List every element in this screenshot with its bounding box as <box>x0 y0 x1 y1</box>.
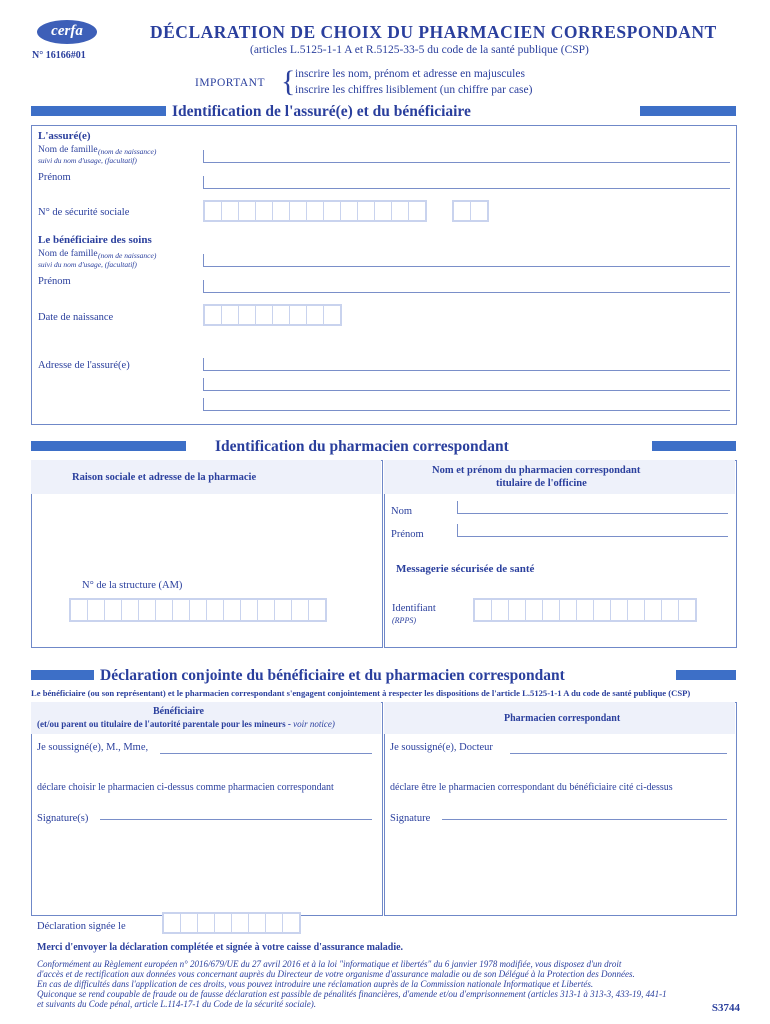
pharm-prenom-field[interactable] <box>457 524 728 537</box>
section-bar-left <box>31 106 166 116</box>
section2-bar-left <box>31 441 186 451</box>
right-heading: Pharmacien correspondant <box>504 713 621 724</box>
pharm-heading-1: Nom et prénom du pharmacien correspondant <box>432 465 641 476</box>
assure-nom-sub1: (nom de naissance) <box>98 147 157 156</box>
benef-prenom-field[interactable] <box>203 280 730 293</box>
legal-notice <box>37 959 737 1009</box>
section3-bar-right <box>676 670 736 680</box>
right-signature-field[interactable] <box>442 807 727 820</box>
right-soussigne: Je soussigné(e), Docteur <box>390 742 493 753</box>
important-line-2: inscrire les chiffres lisiblement (un chiffre par case) <box>295 84 533 96</box>
pharm-nom-field[interactable] <box>457 501 728 514</box>
signed-label: Déclaration signée le <box>37 921 126 932</box>
cerfa-logo: cerfa <box>37 20 97 44</box>
identifiant-sub: (RPPS) <box>392 616 416 625</box>
benef-nom-sub2: suivi du nom d'usage, (facultatif) <box>38 260 137 269</box>
beneficiary-sign-header <box>31 702 381 734</box>
dob-label: Date de naissance <box>38 312 114 323</box>
section-bar-right <box>640 106 736 116</box>
secu-key-boxes[interactable] <box>452 200 489 222</box>
send-note: Merci d'envoyer la déclaration complétée et signée à votre caisse d'assurance maladie. <box>37 942 404 953</box>
address-line-1[interactable] <box>203 358 730 371</box>
assure-nom-label: Nom de famille <box>38 145 98 155</box>
left-heading-note: voir notice) <box>293 719 335 729</box>
legal-line-1: Conformément au Règlement européen n° 2016/679/UE du 27 avril 2016 et à la loi "informatique et libertés" du 6 janvier 1978 modifiée, vous disposez d'un droit <box>37 959 622 969</box>
assure-nom-sub2: suivi du nom d'usage, (facultatif) <box>38 156 137 165</box>
section3-title: Déclaration conjointe du bénéficiaire et du pharmacien correspondant <box>100 667 565 684</box>
pharm-nom-label: Nom <box>391 506 412 517</box>
assure-heading: L'assuré(e) <box>38 130 91 142</box>
important-label: IMPORTANT <box>195 77 265 89</box>
left-heading-1: Bénéficiaire <box>153 706 204 717</box>
identifiant-label: Identifiant <box>392 603 436 614</box>
structure-number-boxes[interactable] <box>69 598 327 622</box>
benef-prenom-label: Prénom <box>38 276 71 287</box>
right-declare: déclare être le pharmacien correspondant du bénéficiaire cité ci-dessus <box>390 782 673 793</box>
raison-label: Raison sociale et adresse de la pharmacie <box>72 472 257 483</box>
section2-title: Identification du pharmacien correspondant <box>215 438 509 455</box>
address-line-3[interactable] <box>203 398 730 411</box>
pharm-prenom-label: Prénom <box>391 529 424 540</box>
left-soussigne: Je soussigné(e), M., Mme, <box>37 742 149 753</box>
identifiant-boxes[interactable] <box>473 598 697 622</box>
beneficiaire-heading: Le bénéficiaire des soins <box>38 234 152 246</box>
benef-nom-field[interactable] <box>203 254 730 267</box>
legal-line-5: et suivants du Code pénal, article L.114-17-1 du Code de la sécurité sociale). <box>37 999 317 1009</box>
form-code: S3744 <box>711 1002 740 1014</box>
structure-label: N° de la structure (AM) <box>82 580 183 591</box>
secu-label: N° de sécurité sociale <box>38 207 130 218</box>
pharm-heading-2: titulaire de l'officine <box>496 478 587 489</box>
dob-boxes[interactable] <box>203 304 342 326</box>
important-line-1: inscrire les nom, prénom et adresse en majuscules <box>295 68 525 80</box>
benef-nom-label: Nom de famille <box>38 249 98 259</box>
assure-prenom-label: Prénom <box>38 172 71 183</box>
page-title: DÉCLARATION DE CHOIX DU PHARMACIEN CORRESPONDANT <box>150 22 717 42</box>
section1-title: Identification de l'assuré(e) et du bénéficiaire <box>172 103 471 120</box>
left-heading-text: (et/ou parent ou titulaire de l'autorité parentale pour les mineurs - <box>37 719 294 729</box>
address-line-2[interactable] <box>203 378 730 391</box>
legal-line-3: En cas de difficultés dans l'application de ces droits, vous pouvez introduire une réclamation auprès de la Commission nationale Informatique et Libertés. <box>37 979 594 989</box>
left-declare: déclare choisir le pharmacien ci-dessus comme pharmacien correspondant <box>37 782 334 793</box>
left-signature-label: Signature(s) <box>37 813 89 824</box>
raison-field[interactable] <box>40 500 372 574</box>
page-subtitle: (articles L.5125-1-1 A et R.5125-33-5 du code de la santé publique (CSP) <box>250 44 589 56</box>
section2-bar-right <box>652 441 736 451</box>
left-signature-field[interactable] <box>100 807 372 820</box>
legal-line-4: Quiconque se rend coupable de fraude ou de fausse déclaration est passible de pénalités financières, d'amende et/ou d'emprisonnement (articles 313-1 à 313-3, 433-19, 441-1 <box>37 989 667 999</box>
form-number: N° 16166#01 <box>32 50 86 61</box>
assure-prenom-field[interactable] <box>203 176 730 189</box>
address-label: Adresse de l'assuré(e) <box>38 360 130 371</box>
secu-number-boxes[interactable] <box>203 200 427 222</box>
section3-intro: Le bénéficiaire (ou son représentant) et le pharmacien correspondant s'engagent conjointement à respecter les dispositions de l'article L.5125-1-1 A du code de santé publique (CSP) <box>31 688 691 698</box>
left-soussigne-field[interactable] <box>160 741 372 754</box>
right-signature-label: Signature <box>390 813 431 824</box>
left-heading-2 <box>37 719 335 729</box>
messagerie-label: Messagerie sécurisée de santé <box>396 563 535 575</box>
signed-date-boxes[interactable] <box>162 912 301 934</box>
legal-line-2: d'accès et de rectification aux données vous concernant auprès du Directeur de votre organisme d'assurance maladie ou de son Délégué à la Protection des Données. <box>37 969 635 979</box>
brace-icon: { <box>281 65 296 98</box>
assure-nom-field[interactable] <box>203 150 730 163</box>
section3-bar-left <box>31 670 94 680</box>
benef-nom-sub1: (nom de naissance) <box>98 251 157 260</box>
right-soussigne-field[interactable] <box>510 741 727 754</box>
